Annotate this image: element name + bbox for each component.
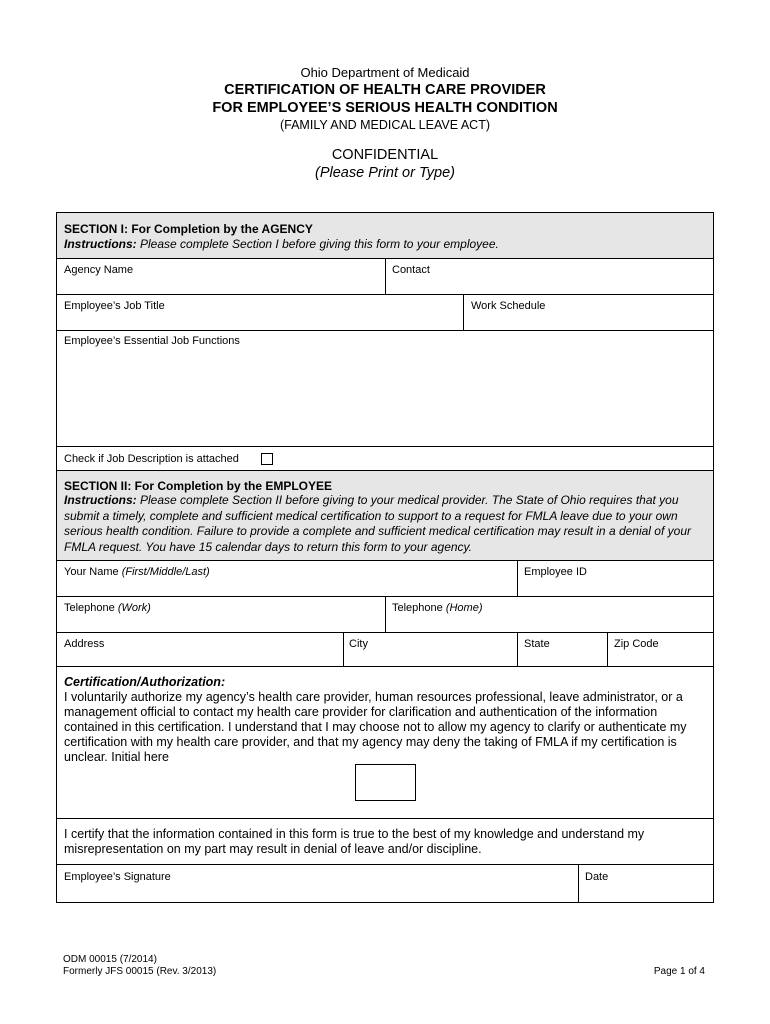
print-note: (Please Print or Type) xyxy=(315,165,455,181)
job-description-row xyxy=(57,447,713,471)
telephone-work-label: Telephone xyxy=(64,602,118,614)
divider xyxy=(607,633,608,666)
telephone-work-field[interactable] xyxy=(64,602,151,614)
contact-field[interactable]: Contact xyxy=(392,264,430,276)
divider xyxy=(343,633,344,666)
essential-functions-row xyxy=(57,331,713,447)
telephone-home-field[interactable] xyxy=(392,602,483,614)
city-field[interactable]: City xyxy=(349,638,368,650)
form-subtitle: (FAMILY AND MEDICAL LEAVE ACT) xyxy=(279,118,490,132)
divider xyxy=(385,259,386,294)
section2-instructions xyxy=(64,493,704,555)
signature-row xyxy=(57,865,713,902)
form-title xyxy=(0,81,770,117)
zip-code-field[interactable]: Zip Code xyxy=(614,638,659,650)
divider xyxy=(463,295,464,330)
divider xyxy=(517,561,518,596)
certify-text: I certify that the information contained in this form is true to the best of my knowledge and understand my misrepresentation on my part may result in denial of leave and/or discipline. xyxy=(64,827,645,856)
confidential-label: CONFIDENTIAL xyxy=(331,147,439,163)
section1-instructions xyxy=(64,237,704,253)
divider xyxy=(385,597,386,632)
section1-instructions-text: Please complete Section I before giving this form to your employee. xyxy=(136,237,499,251)
page-number: Page 1 of 4 xyxy=(653,966,705,977)
form-footer xyxy=(63,954,216,978)
certify-row xyxy=(57,819,713,865)
signature-field[interactable]: Employee’s Signature xyxy=(64,871,171,883)
formerly-number: Formerly JFS 00015 (Rev. 3/2013) xyxy=(63,966,217,977)
section2-instructions-text: Please complete Section II before giving to your medical provider. The State of Ohio requires that you submit a timely, complete and sufficient medical certification to support to a request for FMLA leave due to your own serious health condition. Failure to provide a complete and sufficient medical certification may result in a denial of your FMLA request. You have 15 calendar days to return this form to your agency. xyxy=(64,493,691,554)
divider xyxy=(578,865,579,902)
section1-header xyxy=(57,213,713,259)
state-field[interactable]: State xyxy=(524,638,550,650)
form-title-line1: CERTIFICATION OF HEALTH CARE PROVIDER xyxy=(224,82,546,98)
essential-functions-field[interactable]: Employee’s Essential Job Functions xyxy=(64,335,240,347)
agency-heading: Ohio Department of Medicaid xyxy=(300,65,470,80)
section2-instructions-label: Instructions: xyxy=(64,493,137,507)
agency-row xyxy=(57,259,713,295)
job-description-label: Check if Job Description is attached xyxy=(64,453,239,465)
address-field[interactable]: Address xyxy=(64,638,105,650)
job-title-field[interactable]: Employee’s Job Title xyxy=(64,300,165,312)
your-name-label: Your Name xyxy=(64,566,122,578)
section2-header xyxy=(57,471,713,561)
your-name-field[interactable] xyxy=(64,566,210,578)
section2-title: SECTION II: For Completion by the EMPLOYEE xyxy=(64,479,333,493)
divider xyxy=(517,633,518,666)
telephone-work-hint: (Work) xyxy=(117,602,151,614)
form-title-line2: FOR EMPLOYEE’S SERIOUS HEALTH CONDITION xyxy=(212,100,558,116)
job-title-row xyxy=(57,295,713,331)
name-row xyxy=(57,561,713,597)
section1-title: SECTION I: For Completion by the AGENCY xyxy=(64,222,313,236)
agency-name-field[interactable]: Agency Name xyxy=(64,264,134,276)
your-name-hint: (First/Middle/Last) xyxy=(121,566,210,578)
form-number: ODM 00015 (7/2014) xyxy=(63,954,157,965)
date-field[interactable]: Date xyxy=(585,871,609,883)
job-description-checkbox[interactable] xyxy=(261,453,273,465)
section1-instructions-label: Instructions: xyxy=(64,237,137,251)
certification-row xyxy=(57,667,713,819)
certification-text: I voluntarily authorize my agency’s health care provider, human resources professional, leave administrator, or a management official to contact my health care provider for clarification and authentication of the information contained in this certification. I understand that I may choose not to allow my agency to clarify or authenticate my certification with my health care provider, and that my agency may deny the taking of FMLA if my certification is unclear. Initial here xyxy=(64,690,687,764)
certification-form xyxy=(56,212,714,903)
work-schedule-field[interactable]: Work Schedule xyxy=(471,300,546,312)
employee-id-field[interactable]: Employee ID xyxy=(524,566,587,578)
telephone-home-hint: (Home) xyxy=(445,602,483,614)
address-row xyxy=(57,633,713,667)
certification-title: Certification/Authorization: xyxy=(64,675,226,689)
telephone-row xyxy=(57,597,713,633)
telephone-home-label: Telephone xyxy=(392,602,446,614)
initial-input[interactable] xyxy=(355,764,416,801)
